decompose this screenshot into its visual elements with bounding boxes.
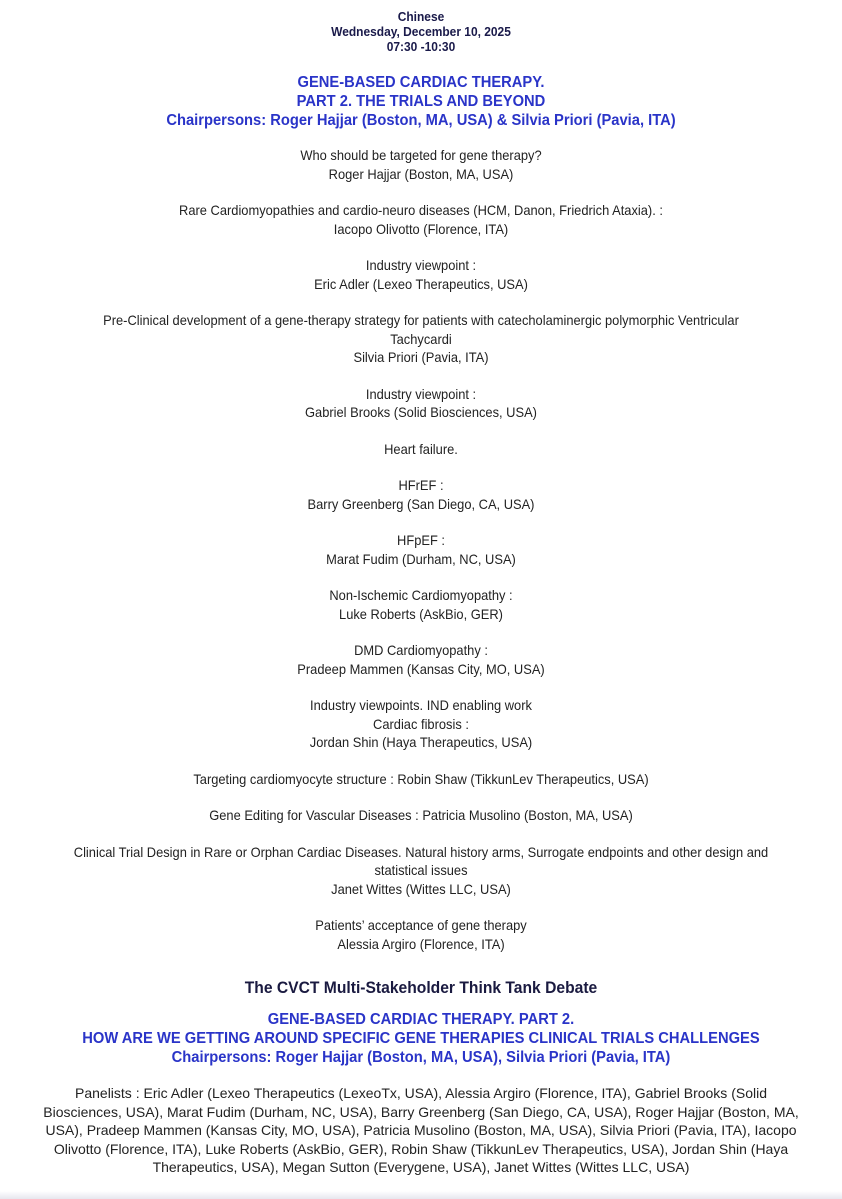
talk-title: HFpEF :: [397, 532, 445, 548]
page-bottom-edge: [0, 1191, 842, 1199]
talk-item: [34, 843, 809, 899]
talk-speaker: Barry Greenberg (San Diego, CA, USA): [307, 495, 535, 512]
talk-title: DMD Cardiomyopathy :: [354, 642, 488, 658]
talk-title-continued: statistical issues: [374, 862, 468, 878]
talk-title: Who should be targeted for gene therapy?: [300, 147, 542, 163]
talk-item: [34, 476, 809, 513]
talk-title: Heart failure.: [384, 440, 458, 457]
session-header: [0, 9, 842, 54]
talk-title: Non-Ischemic Cardiomyopathy :: [329, 587, 513, 603]
debate-chairpersons: Chairpersons: Roger Hajjar (Boston, MA, USA), Silvia Priori (Pavia, ITA): [171, 1049, 671, 1066]
talk-item: [34, 256, 809, 293]
think-tank-heading: The CVCT Multi-Stakeholder Think Tank Debate: [244, 978, 598, 997]
debate-title-line1: GENE-BASED CARDIAC THERAPY. PART 2.: [267, 1011, 575, 1028]
talk-title: HFrEF :: [398, 477, 444, 493]
talk-speaker: Iacopo Olivotto (Florence, ITA): [333, 220, 509, 237]
talk-speaker: Roger Hajjar (Boston, MA, USA): [328, 165, 514, 182]
talk-title: Industry viewpoint :: [365, 257, 477, 273]
talk-item: [34, 586, 809, 623]
session-date: Wednesday, December 10, 2025: [331, 24, 511, 39]
talk-speaker: Gabriel Brooks (Solid Biosciences, USA): [305, 404, 537, 420]
talk-speaker: Janet Wittes (Wittes LLC, USA): [331, 880, 511, 897]
talk-item: [34, 770, 809, 789]
talk-speaker: Jordan Shin (Haya Therapeutics, USA): [309, 734, 533, 750]
talk-title: Gene Editing for Vascular Diseases : Patricia Musolino (Boston, MA, USA): [209, 807, 633, 823]
session-time: 07:30 -10:30: [386, 39, 456, 54]
session-title-line1: GENE-BASED CARDIAC THERAPY.: [297, 74, 545, 91]
panelists-list: Panelists : Eric Adler (Lexeo Therapeutics (LexeoTx, USA), Alessia Argiro (Florence, ITA), Gabriel Brooks (Solid Biosciences, USA), Marat Fudim (Durham, NC, USA), Barry Greenberg (San Diego, CA, USA), Roger Hajjar (Boston, MA, USA), Pradeep Mammen (Kansas City, MO, USA), Patricia Musolino (Boston, MA, USA), Silvia Priori (Pavia, ITA), Iacopo Olivotto (Florence, ITA), Luke Roberts (AskBio, GER), Robin Shaw (TikkunLev Therapeutics, USA), Jordan Shin (Haya Therapeutics, USA), Megan Sutton (Everygene, USA), Janet Wittes (Wittes LLC, USA): [43, 1085, 799, 1175]
talk-title: Patients’ acceptance of gene therapy: [315, 917, 527, 933]
talk-title: Pre-Clinical development of a gene-therapy strategy for patients with catecholaminergic polymorphic Ventricular: [103, 312, 739, 328]
talk-item: [34, 641, 809, 678]
talk-item: [34, 531, 809, 568]
debate-title-line2: HOW ARE WE GETTING AROUND SPECIFIC GENE THERAPIES CLINICAL TRIALS CHALLENGES: [82, 1030, 760, 1047]
talk-speaker: Pradeep Mammen (Kansas City, MO, USA): [297, 660, 545, 677]
language-label: Chinese: [397, 9, 445, 24]
talk-speaker: Luke Roberts (AskBio, GER): [339, 605, 503, 622]
talk-item: [34, 385, 809, 422]
talk-item: [34, 201, 809, 238]
talk-speaker: Silvia Priori (Pavia, ITA): [353, 349, 489, 365]
talk-speaker: Eric Adler (Lexeo Therapeutics, USA): [314, 275, 528, 292]
talk-title-continued: Tachycardi: [390, 330, 452, 347]
talk-title: Industry viewpoints. IND enabling work: [310, 697, 532, 713]
talk-item: [34, 146, 809, 183]
talk-item: [34, 916, 809, 953]
talk-item: [34, 696, 809, 752]
talk-speaker: Alessia Argiro (Florence, ITA): [337, 935, 505, 952]
debate-title-block: [0, 1010, 842, 1067]
talk-title: Rare Cardiomyopathies and cardio-neuro diseases (HCM, Danon, Friedrich Ataxia). :: [179, 202, 663, 218]
talk-item: [34, 311, 809, 367]
talk-item: [34, 440, 809, 459]
talk-title-continued: Cardiac fibrosis :: [373, 715, 469, 732]
talk-item: [34, 806, 809, 825]
session-title-block: [0, 73, 842, 130]
session-title-line2: PART 2. THE TRIALS AND BEYOND: [296, 93, 546, 110]
talk-list: [0, 146, 842, 971]
session-chairpersons: Chairpersons: Roger Hajjar (Boston, MA, USA) & Silvia Priori (Pavia, ITA): [166, 112, 676, 129]
talk-speaker: Marat Fudim (Durham, NC, USA): [326, 550, 516, 567]
talk-title: Clinical Trial Design in Rare or Orphan Cardiac Diseases. Natural history arms, Surrogate endpoints and other design and: [73, 843, 769, 860]
talk-title: Industry viewpoint :: [365, 385, 477, 402]
talk-title: Targeting cardiomyocyte structure : Robin Shaw (TikkunLev Therapeutics, USA): [193, 770, 649, 787]
